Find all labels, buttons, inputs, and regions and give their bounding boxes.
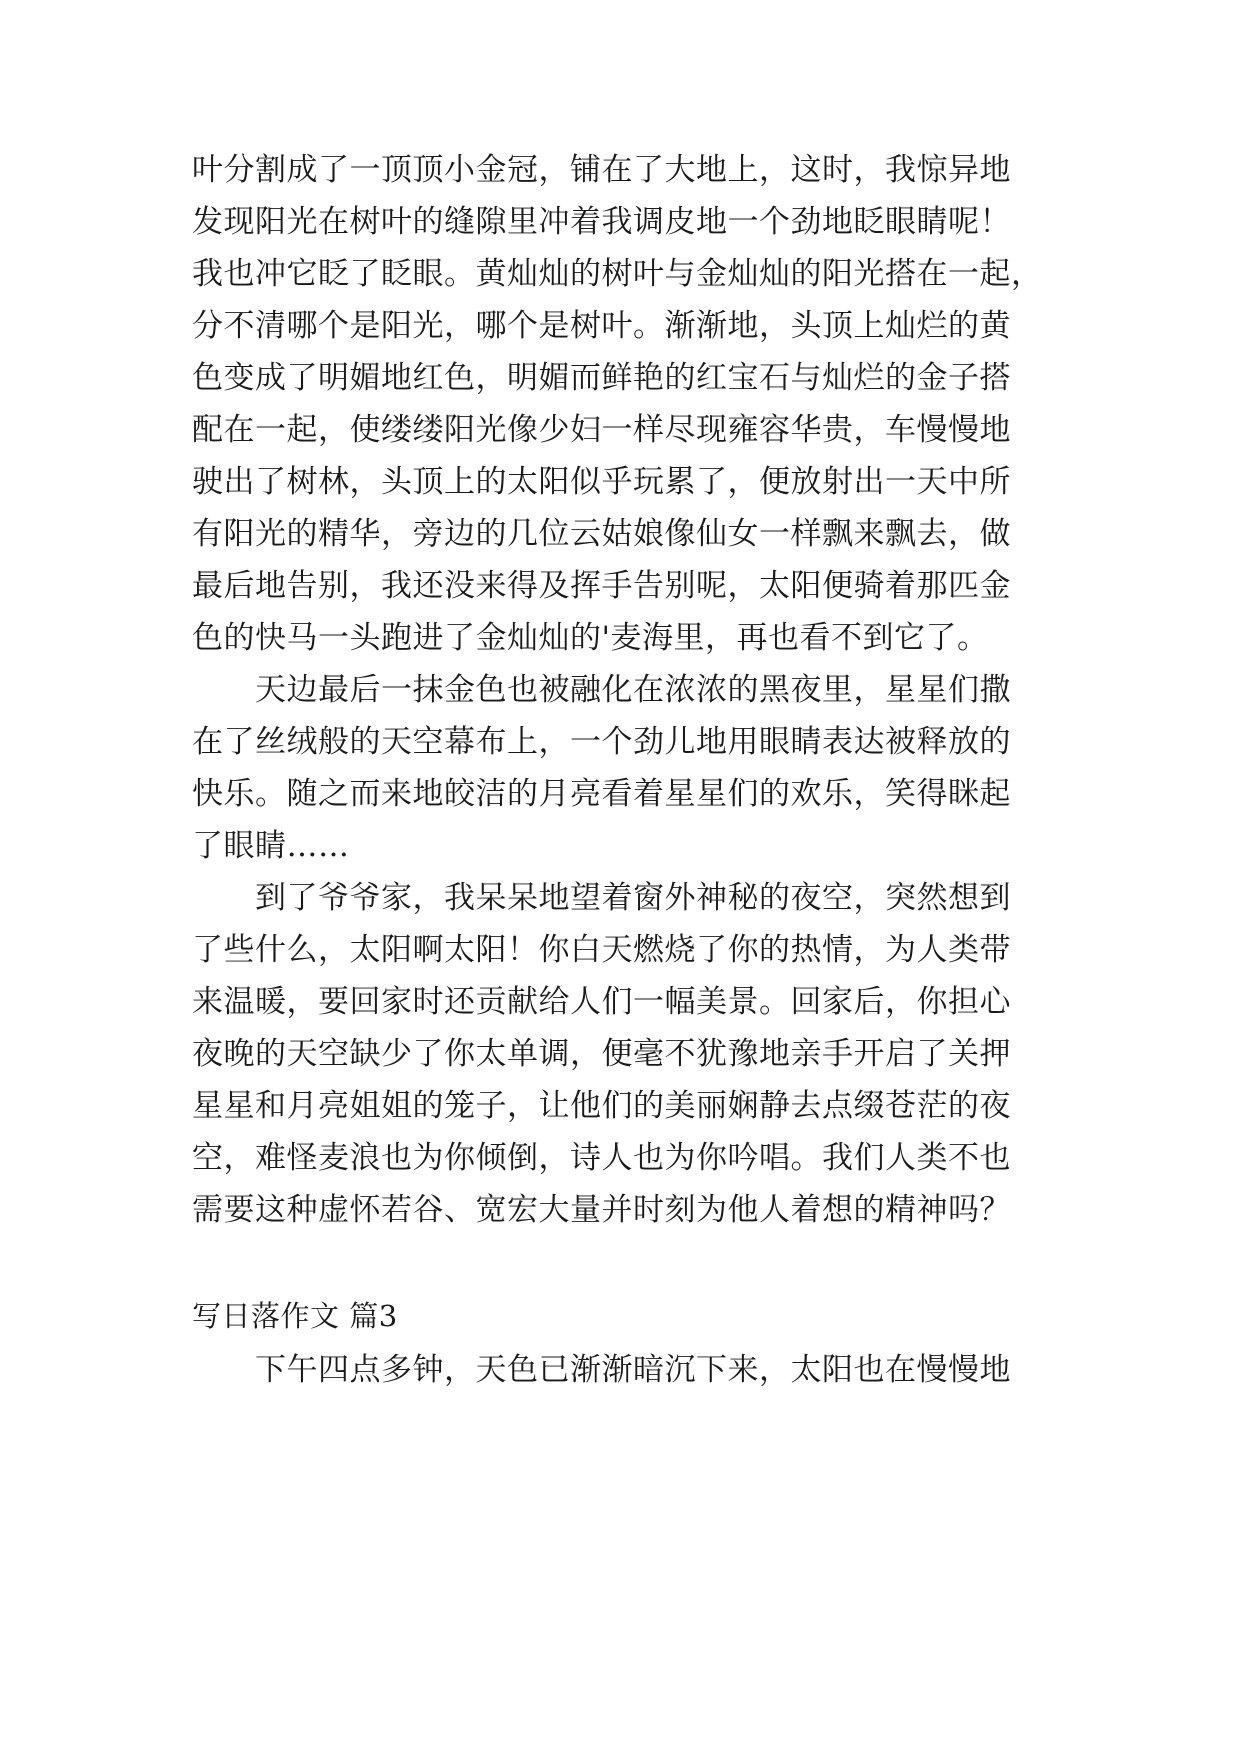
text-line: 空，难怪麦浪也为你倾倒，诗人也为你吟唱。我们人类不也 <box>192 1140 1011 1176</box>
text-line: 快乐。随之而来地皎洁的月亮看着星星们的欢乐，笑得眯起 <box>192 776 1011 812</box>
text-line: 天边最后一抹金色也被融化在浓浓的黑夜里，星星们撒 <box>192 672 1011 708</box>
text-line: 夜晚的天空缺少了你太单调，便毫不犹豫地亲手开启了关押 <box>192 1036 1011 1072</box>
text-line: 下午四点多钟，天色已渐渐暗沉下来，太阳也在慢慢地 <box>192 1352 1011 1388</box>
text-line: 到了爷爷家，我呆呆地望着窗外神秘的夜空，突然想到 <box>192 880 1011 916</box>
text-line: 来温暖，要回家时还贡献给人们一幅美景。回家后，你担心 <box>192 984 1011 1020</box>
text-line: 需要这种虚怀若谷、宽宏大量并时刻为他人着想的精神吗？ <box>192 1192 1011 1228</box>
text-line: 在了丝绒般的天空幕布上，一个劲儿地用眼睛表达被释放的 <box>192 724 1011 760</box>
text-line: 色的快马一头跑进了金灿灿的'麦海里，再也看不到它了。 <box>192 620 989 656</box>
text-line: 分不清哪个是阳光，哪个是树叶。渐渐地，头顶上灿烂的黄 <box>192 308 1011 344</box>
text-line: 了眼睛…… <box>192 828 350 864</box>
text-line: 星星和月亮姐姐的笼子，让他们的美丽娴静去点缀苍茫的夜 <box>192 1088 1011 1124</box>
text-line: 配在一起，使缕缕阳光像少妇一样尽现雍容华贵，车慢慢地 <box>192 412 1011 448</box>
text-line: 有阳光的精华，旁边的几位云姑娘像仙女一样飘来飘去，做 <box>192 516 1011 552</box>
text-line: 叶分割成了一顶顶小金冠，铺在了大地上，这时，我惊异地 <box>192 152 1011 188</box>
text-line: 驶出了树林，头顶上的太阳似乎玩累了，便放射出一天中所 <box>192 464 1011 500</box>
text-line: 最后地告别，我还没来得及挥手告别呢，太阳便骑着那匹金 <box>192 568 1011 604</box>
text-line: 我也冲它眨了眨眼。黄灿灿的树叶与金灿灿的阳光搭在一起， <box>192 256 1043 292</box>
text-line: 发现阳光在树叶的缝隙里冲着我调皮地一个劲地眨眼睛呢！ <box>192 204 1011 240</box>
section-heading: 写日落作文 篇3 <box>192 1299 398 1333</box>
text-line: 了些什么，太阳啊太阳！你白天燃烧了你的热情，为人类带 <box>192 932 1011 968</box>
text-line: 色变成了明媚地红色，明媚而鲜艳的红宝石与灿烂的金子搭 <box>192 360 1011 396</box>
